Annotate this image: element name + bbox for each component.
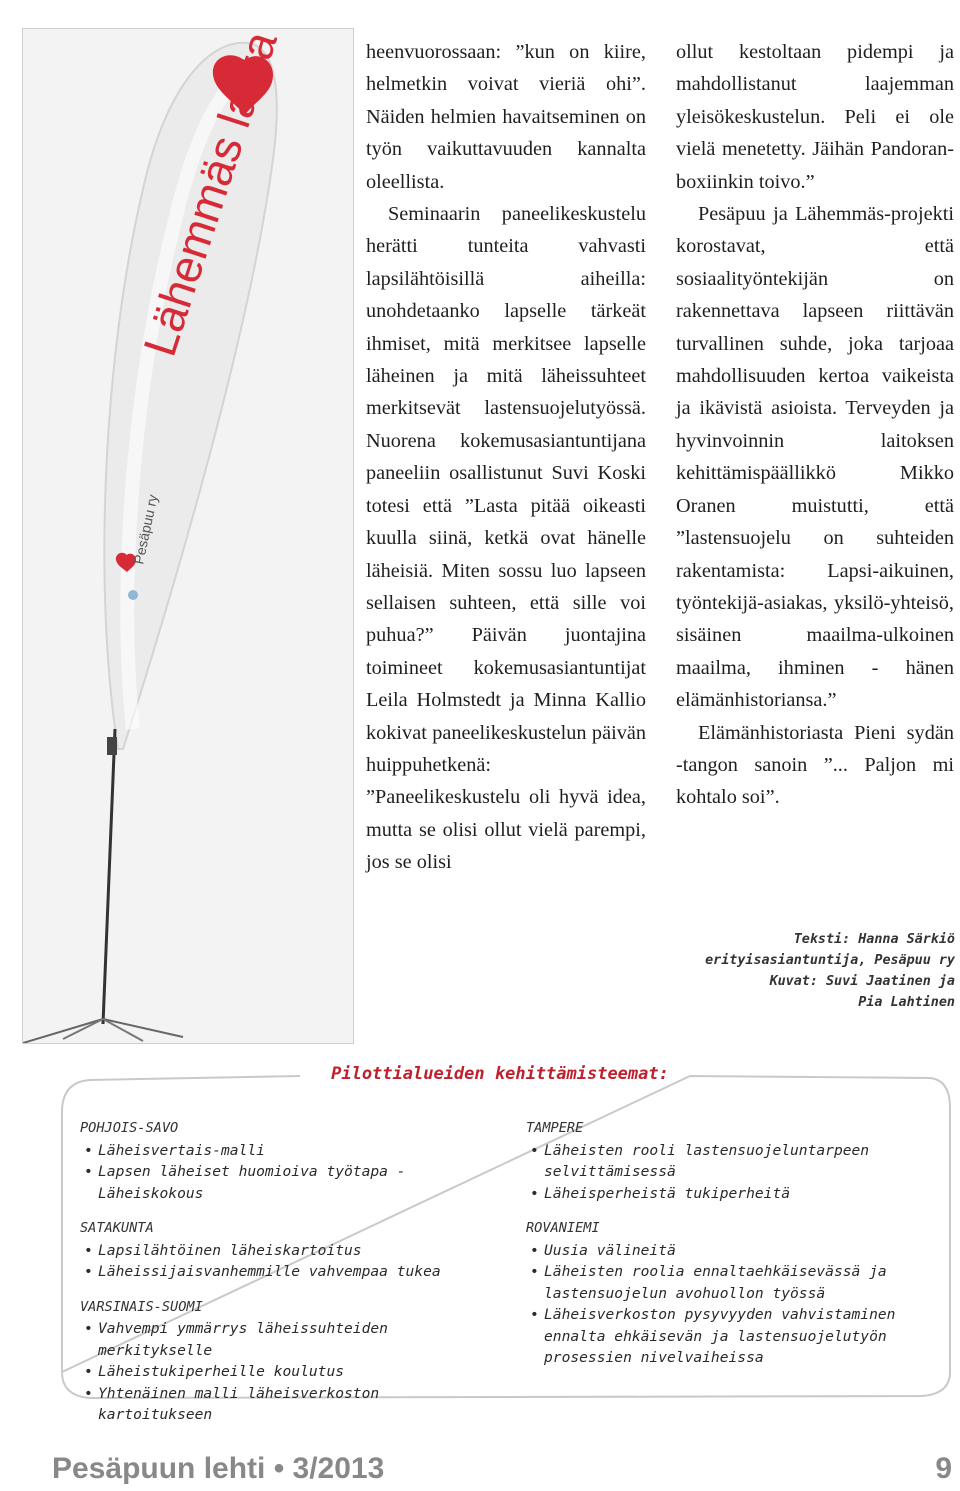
flag-photo xyxy=(22,28,354,1044)
credit-line: Pia Lahtinen xyxy=(858,995,955,1010)
themes-box-title: Pilottialueiden kehittämisteemat: xyxy=(331,1064,669,1084)
region-name: SATAKUNTA xyxy=(80,1220,154,1236)
region-varsinais-suomi xyxy=(80,1297,500,1426)
paragraph: ollut kestoltaan pidempi ja mahdollistanut laajemman yleisökeskustelun. Peli ei ole vielä menetetty. Jäihän Pandoran-boxiinkin toivo.” xyxy=(676,41,954,193)
list-item: • Läheisten rooli lastensuojeluntarpeen selvittämisessä xyxy=(526,1140,936,1183)
region-name: POHJOIS-SAVO xyxy=(80,1120,179,1136)
list-item: • Uusia välineitä xyxy=(526,1240,936,1262)
list-item: • Lapsen läheiset huomioiva työtapa - Läheiskokous xyxy=(80,1161,500,1204)
list-item: • Lapsilähtöinen läheiskartoitus xyxy=(80,1240,500,1262)
article-column-2 xyxy=(676,36,954,814)
list-item: • Yhtenäinen malli läheisverkoston kartoitukseen xyxy=(80,1383,500,1426)
credit-line: Kuvat: Suvi Jaatinen ja xyxy=(769,974,955,989)
region-pohjois-savo xyxy=(80,1118,500,1204)
region-rovaniemi xyxy=(526,1218,936,1369)
region-name: ROVANIEMI xyxy=(526,1220,600,1236)
paragraph: Pesäpuu ja Lähemmäs-projekti korostavat, että sosiaalityöntekijän on rakennettava lapseen riittävän turvallinen suhde, joka tarjoaa mahdollisuuden kertoa vaikeista ja ikävistä asioista. Terveyden ja hyvinvoinnin laitoksen kehittämispäällikkö Mikko Oranen muistutti, että ”lastensuojelu on suhteiden rakentamista: Lapsi-aikuinen, työntekijä-asiakas, yksilö-yhteisö, sisäinen maailma-ulkoinen maailma, ihminen - hänen elämänhistoriansa.” xyxy=(676,203,954,712)
list-item: • Läheisverkoston pysyvyyden vahvistaminen ennalta ehkäisevän ja lastensuojelutyön prosessien nivelvaiheissa xyxy=(526,1304,936,1369)
region-satakunta xyxy=(80,1218,500,1283)
list-item: • Läheissijaisvanhemmille vahvempaa tukea xyxy=(80,1261,500,1283)
article-column-1 xyxy=(366,36,646,879)
credit-line: Teksti: Hanna Särkiö xyxy=(793,932,955,947)
region-tampere xyxy=(526,1118,936,1204)
flag-brand: Pesäpuu ry xyxy=(130,493,161,566)
list-item: • Läheisperheistä tukiperheitä xyxy=(526,1183,936,1205)
flag-text: Lähemmäs lasta xyxy=(133,29,287,363)
list-item: • Läheisvertais-malli xyxy=(80,1140,500,1162)
paragraph: Elämänhistoriasta Pieni sydän -tangon sanoin ”... Paljon mi kohtalo soi”. xyxy=(676,721,954,809)
list-item: • Läheistukiperheille koulutus xyxy=(80,1361,500,1383)
page-number: 9 xyxy=(935,1452,952,1485)
region-name: VARSINAIS-SUOMI xyxy=(80,1298,203,1315)
credit-line: erityisasiantuntija, Pesäpuu ry xyxy=(705,953,955,968)
article-credits xyxy=(690,929,955,1013)
list-item: • Läheisten roolia ennaltaehkäisevässä ja lastensuojelun avohuollon työssä xyxy=(526,1261,936,1304)
list-item: • Vahvempi ymmärrys läheissuhteiden merkitykselle xyxy=(80,1318,500,1361)
themes-right-column xyxy=(526,1118,936,1383)
publication-footer: Pesäpuun lehti • 3/2013 xyxy=(52,1452,385,1485)
themes-left-column xyxy=(80,1118,500,1440)
flag-illustration xyxy=(23,29,353,1043)
paragraph: heenvuorossaan: ”kun on kiire, helmetkin voivat vieriä ohi”. Näiden helmien havaitseminen on työn vaikuttavuuden kannalta oleellista. xyxy=(366,41,646,193)
region-name: TAMPERE xyxy=(526,1120,584,1136)
paragraph: Seminaarin paneelikeskustelu herätti tunteita vahvasti lapsilähtöisillä aiheilla: unohdetaanko lapselle tärkeät ihmiset, mitä merkitsee lapselle läheinen ja mitä läheissuhteet merkitsevät lastensuojelutyössä. Nuorena kokemusasiantuntijana paneeliin osallistunut Suvi Koski totesi että ”Lasta pitää oikeasti kuulla siinä, ketkä ovat hänelle läheisiä. Miten sossu luo lapseen sellaisen suhteen, että sille voi puhua?” Päivän juontajina toimineet kokemusasiantuntijat Leila Holmstedt ja Minna Kallio kokivat paneelikeskustelun päivän huippuhetkenä: ”Paneelikeskustelu oli hyvä idea, mutta se olisi ollut vielä parempi, jos se olisi xyxy=(366,203,646,874)
